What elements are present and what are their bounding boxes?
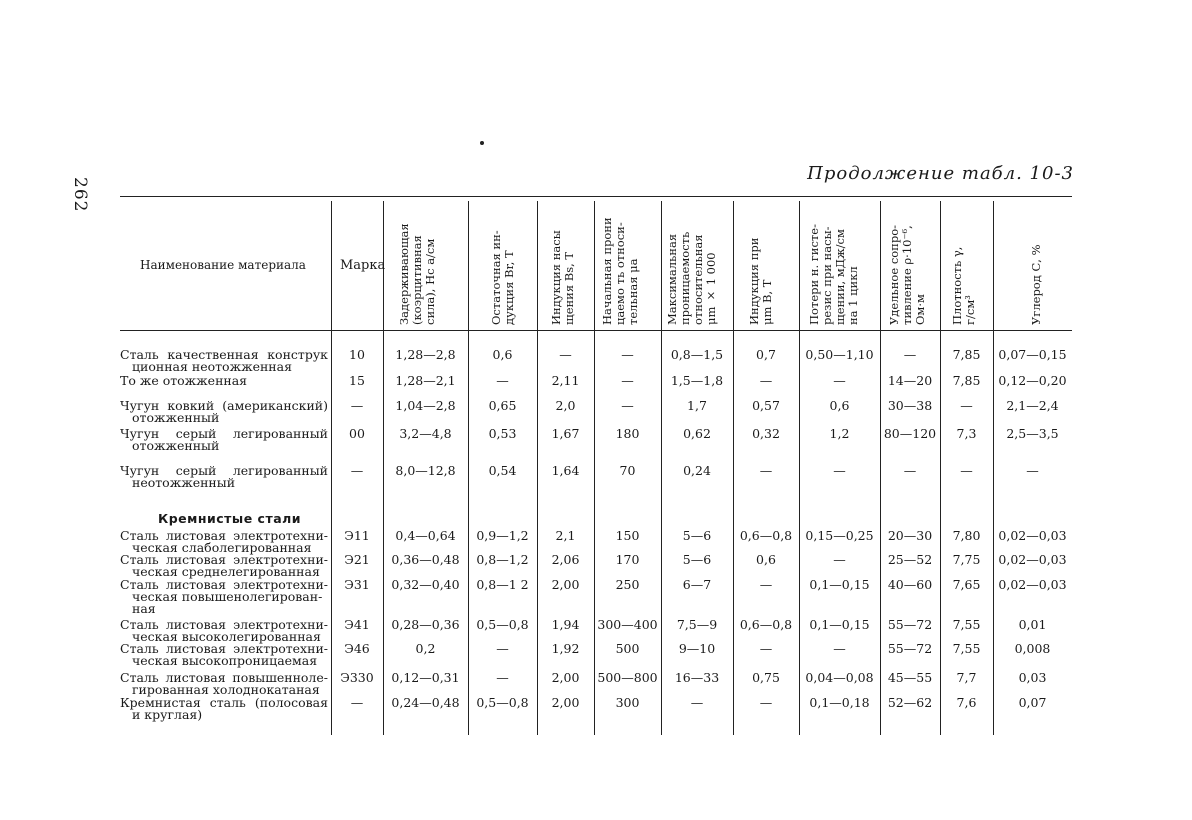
table-cell-bm: 0,32 bbox=[752, 426, 780, 441]
page-number: 262 bbox=[70, 177, 90, 213]
material-name bbox=[120, 400, 328, 424]
table-cell-br: 0,6 bbox=[492, 347, 513, 362]
material-name-line: Сталь листовая электротехни- bbox=[120, 528, 328, 543]
material-name-line: ческая высоколегированная bbox=[132, 629, 321, 644]
table-cell-mum: 5—6 bbox=[682, 552, 712, 567]
table-cell-mum: 1,5—1,8 bbox=[670, 373, 724, 388]
table-cell-mum: 6—7 bbox=[682, 577, 712, 592]
table-cell-carb: 0,12—0,20 bbox=[998, 373, 1067, 388]
material-name bbox=[120, 349, 328, 373]
table-cell-bs: 2,0 bbox=[555, 398, 576, 413]
table-header-rule bbox=[120, 330, 1072, 331]
material-name-line: Сталь листовая электротехни- bbox=[120, 577, 328, 592]
header-induction-at-mum: Индукция при μm B, Т bbox=[747, 237, 774, 325]
table-cell-bm: 0,75 bbox=[752, 670, 780, 685]
table-cell-mua: 500—800 bbox=[597, 670, 658, 685]
table-cell-mua: 500 bbox=[615, 641, 640, 656]
table-cell-dens: — bbox=[960, 398, 973, 413]
material-name-line: Чугун серый легированный bbox=[120, 426, 328, 441]
material-name-line: Сталь листовая электротехни- bbox=[120, 552, 328, 567]
table-cell-carb: 0,03 bbox=[1018, 670, 1047, 685]
material-name-line: отожженный bbox=[132, 410, 220, 425]
material-name-line: отожженный bbox=[132, 438, 220, 453]
table-cell-bs: 2,00 bbox=[551, 577, 580, 592]
table-cell-mum: 9—10 bbox=[678, 641, 716, 656]
table-cell-dens: 7,85 bbox=[952, 373, 981, 388]
table-cell-br: 0,5—0,8 bbox=[476, 695, 529, 710]
table-cell-mum: 5—6 bbox=[682, 528, 712, 543]
material-name-line: ционная неотожженная bbox=[132, 359, 292, 374]
table-cell-mark: 15 bbox=[349, 373, 365, 388]
table-cell-br: — bbox=[496, 670, 509, 685]
table-cell-bs: 2,06 bbox=[551, 552, 580, 567]
table-cell-bs: — bbox=[559, 347, 572, 362]
table-cell-hc: 1,28—2,1 bbox=[395, 373, 456, 388]
header-resistivity: Удельное сопро- тивление ρ·10⁻⁶, Ом·м bbox=[887, 224, 927, 325]
table-cell-carb: 0,02—0,03 bbox=[998, 577, 1067, 592]
table-cell-mua: 70 bbox=[619, 463, 636, 478]
material-name-line: и круглая) bbox=[132, 707, 203, 722]
table-cell-mua: — bbox=[621, 347, 634, 362]
material-name bbox=[120, 697, 328, 721]
table-cell-mua: — bbox=[621, 373, 634, 388]
table-cell-mua: 300 bbox=[615, 695, 640, 710]
table-cell-loss: 1,2 bbox=[829, 426, 850, 441]
table-cell-bs: 1,92 bbox=[551, 641, 580, 656]
table-cell-rho: 55—72 bbox=[887, 617, 933, 632]
table-cell-rho: 40—60 bbox=[887, 577, 933, 592]
table-cell-loss: — bbox=[833, 373, 846, 388]
table-cell-mark: Э21 bbox=[344, 552, 370, 567]
table-cell-bs: 1,94 bbox=[551, 617, 580, 632]
table-cell-bs: 1,64 bbox=[551, 463, 580, 478]
table-cell-rho: — bbox=[903, 463, 917, 478]
table-cell-carb: 0,02—0,03 bbox=[998, 528, 1067, 543]
table-cell-dens: 7,3 bbox=[956, 426, 977, 441]
table-cell-bm: — bbox=[759, 641, 773, 656]
material-name bbox=[120, 428, 328, 452]
table-cell-carb: 2,5—3,5 bbox=[1006, 426, 1059, 441]
table-cell-br: — bbox=[496, 641, 509, 656]
table-cell-dens: 7,65 bbox=[952, 577, 981, 592]
material-name-line: ческая слаболегированная bbox=[132, 540, 312, 555]
table-cell-mua: 170 bbox=[615, 552, 640, 567]
table-cell-dens: 7,55 bbox=[952, 641, 981, 656]
table-cell-bm: 0,6 bbox=[756, 552, 776, 567]
table-cell-carb: 0,02—0,03 bbox=[998, 552, 1067, 567]
table-cell-carb: 0,008 bbox=[1014, 641, 1051, 656]
table-cell-br: 0,54 bbox=[488, 463, 517, 478]
table-cell-rho: 14—20 bbox=[887, 373, 933, 388]
table-cell-loss: 0,1—0,18 bbox=[809, 695, 870, 710]
material-name-line: Сталь листовая электротехни- bbox=[120, 641, 328, 656]
table-cell-mark: — bbox=[350, 695, 364, 710]
table-cell-mua: 150 bbox=[615, 528, 640, 543]
table-cell-dens: 7,80 bbox=[952, 528, 981, 543]
table-cell-rho: 55—72 bbox=[887, 641, 933, 656]
table-cell-bm: 0,7 bbox=[756, 347, 776, 362]
table-cell-hc: 0,4—0,64 bbox=[395, 528, 456, 543]
material-name bbox=[120, 672, 328, 696]
table-cell-mum: 1,7 bbox=[687, 398, 707, 413]
table-cell-mum: 0,62 bbox=[683, 426, 711, 441]
table-cell-mark: Э46 bbox=[344, 641, 370, 656]
table-cell-bm: — bbox=[759, 577, 773, 592]
table-cell-loss: — bbox=[833, 552, 846, 567]
header-hysteresis-loss: Потери н. гисте- резис при насы- щении, мДж/см на 1 цикл bbox=[807, 224, 860, 325]
header-initial-permeability: Начальная прони цаемо ть относи- тельная μa bbox=[600, 217, 640, 325]
table-cell-bs: 1,67 bbox=[551, 426, 580, 441]
table-cell-mark: — bbox=[350, 463, 364, 478]
table-cell-dens: 7,75 bbox=[952, 552, 981, 567]
material-name-line: Чугун ковкий (американский) bbox=[120, 398, 328, 413]
material-name-line: Сталь листовая повышенноле- bbox=[120, 670, 328, 685]
table-cell-loss: 0,15—0,25 bbox=[805, 528, 874, 543]
stray-dot bbox=[480, 141, 484, 145]
table-cell-hc: 8,0—12,8 bbox=[395, 463, 456, 478]
material-name bbox=[120, 619, 328, 643]
header-density: Плотность γ, г/см³ bbox=[950, 246, 977, 325]
table-cell-br: 0,65 bbox=[488, 398, 517, 413]
table-cell-mua: 250 bbox=[615, 577, 640, 592]
table-cell-dens: 7,7 bbox=[956, 670, 977, 685]
table-cell-bm: — bbox=[759, 695, 773, 710]
material-name-line: ческая среднелегированная bbox=[132, 564, 320, 579]
table-cell-carb: 0,07 bbox=[1018, 695, 1047, 710]
table-cell-bm: 0,57 bbox=[752, 398, 780, 413]
header-saturation-induction: Индукция насы щения Bs, Т bbox=[549, 230, 576, 325]
header-coercive-force: Задерживающая (коэрцитивная сила), Hc а/см bbox=[397, 223, 437, 325]
table-cell-loss: 0,04—0,08 bbox=[805, 670, 874, 685]
table-cell-bm: 0,6—0,8 bbox=[739, 528, 793, 543]
table-cell-hc: 0,24—0,48 bbox=[391, 695, 460, 710]
table-cell-mum: 7,5—9 bbox=[676, 617, 718, 632]
section-title: Кремнистые стали bbox=[158, 511, 302, 526]
table-cell-hc: 1,28—2,8 bbox=[395, 347, 456, 362]
table-cell-bs: 2,1 bbox=[555, 528, 576, 543]
material-name-line: гированная холоднокатаная bbox=[132, 682, 320, 697]
table-cell-hc: 1,04—2,8 bbox=[395, 398, 456, 413]
header-material-name: Наименование материала bbox=[140, 258, 306, 272]
table-cell-mark: — bbox=[350, 398, 364, 413]
table-cell-rho: 45—55 bbox=[887, 670, 933, 685]
material-name-line: То же отожженная bbox=[120, 373, 248, 388]
table-cell-hc: 0,2 bbox=[415, 641, 436, 656]
table-cell-mum: 0,8—1,5 bbox=[670, 347, 724, 362]
header-remanent-induction: Остаточная ин- дукция Br, Т bbox=[489, 230, 516, 325]
header-carbon: Углерод С, % bbox=[1029, 244, 1043, 325]
table-cell-mua: — bbox=[621, 398, 634, 413]
table-top-rule bbox=[120, 196, 1072, 197]
table-cell-br: 0,8—1 2 bbox=[476, 577, 529, 592]
table-cell-rho: 25—52 bbox=[887, 552, 933, 567]
material-name bbox=[120, 375, 328, 387]
table-cell-hc: 0,28—0,36 bbox=[391, 617, 460, 632]
table-cell-mark: Э330 bbox=[340, 670, 374, 685]
table-cell-mum: 0,24 bbox=[683, 463, 711, 478]
table-cell-loss: 0,6 bbox=[829, 398, 850, 413]
table-cell-carb: — bbox=[1026, 463, 1039, 478]
table-cell-hc: 0,36—0,48 bbox=[391, 552, 460, 567]
table-cell-carb: 0,01 bbox=[1018, 617, 1047, 632]
table-cell-hc: 3,2—4,8 bbox=[399, 426, 452, 441]
table-cell-bm: — bbox=[759, 373, 773, 388]
table-cell-br: 0,53 bbox=[488, 426, 517, 441]
table-cell-bm: 0,6—0,8 bbox=[739, 617, 793, 632]
table-cell-loss: — bbox=[833, 641, 846, 656]
table-cell-rho: 20—30 bbox=[887, 528, 933, 543]
table-cell-mum: 16—33 bbox=[674, 670, 720, 685]
table-cell-mark: 00 bbox=[349, 426, 365, 441]
header-mark: Марка bbox=[340, 258, 386, 273]
table-cell-rho: 80—120 bbox=[883, 426, 937, 441]
table-cell-loss: 0,50—1,10 bbox=[805, 347, 874, 362]
table-cell-br: 0,9—1,2 bbox=[476, 528, 529, 543]
material-name bbox=[120, 554, 328, 578]
material-name bbox=[120, 579, 328, 615]
table-cell-rho: 30—38 bbox=[887, 398, 933, 413]
table-cell-dens: 7,55 bbox=[952, 617, 981, 632]
material-name-line: неотожженный bbox=[132, 475, 236, 490]
table-cell-carb: 0,07—0,15 bbox=[998, 347, 1067, 362]
table-cell-hc: 0,32—0,40 bbox=[391, 577, 460, 592]
table-cell-rho: 52—62 bbox=[887, 695, 933, 710]
table-cell-rho: — bbox=[903, 347, 917, 362]
material-name-line: Чугун серый легированный bbox=[120, 463, 328, 478]
material-name-line: ческая повышенолегирован- bbox=[132, 589, 323, 604]
table-cell-bs: 2,00 bbox=[551, 695, 580, 710]
table-cell-bs: 2,11 bbox=[551, 373, 580, 388]
material-name-line: Сталь качественная конструк bbox=[120, 347, 328, 362]
table-cell-br: 0,8—1,2 bbox=[476, 552, 529, 567]
table-cell-dens: 7,6 bbox=[956, 695, 977, 710]
table-cell-mark: Э11 bbox=[344, 528, 370, 543]
table-cell-bs: 2,00 bbox=[551, 670, 580, 685]
material-name-line: ческая высокопроницаемая bbox=[132, 653, 318, 668]
table-cell-loss: 0,1—0,15 bbox=[809, 617, 870, 632]
table-caption: Продолжение табл. 10-3 bbox=[807, 163, 1074, 184]
table-cell-mark: Э31 bbox=[344, 577, 370, 592]
header-max-permeability: Максимальная проницаемость относительная μm × 1 000 bbox=[665, 231, 718, 325]
table-cell-mark: 10 bbox=[349, 347, 365, 362]
table-cell-mum: — bbox=[690, 695, 704, 710]
material-name-line: Сталь листовая электротехни- bbox=[120, 617, 328, 632]
table-cell-dens: — bbox=[960, 463, 973, 478]
table-cell-loss: — bbox=[833, 463, 846, 478]
table-cell-br: 0,5—0,8 bbox=[476, 617, 529, 632]
material-name-line: ная bbox=[132, 601, 156, 616]
material-name-line: Кремнистая сталь (полосовая bbox=[120, 695, 328, 710]
material-name bbox=[120, 465, 328, 489]
table-cell-mua: 180 bbox=[615, 426, 640, 441]
table-cell-carb: 2,1—2,4 bbox=[1006, 398, 1059, 413]
table-cell-br: — bbox=[496, 373, 509, 388]
table-cell-mark: Э41 bbox=[344, 617, 370, 632]
table-cell-bm: — bbox=[759, 463, 773, 478]
table-cell-mua: 300—400 bbox=[597, 617, 658, 632]
table-cell-loss: 0,1—0,15 bbox=[809, 577, 870, 592]
table-cell-dens: 7,85 bbox=[952, 347, 981, 362]
table-cell-hc: 0,12—0,31 bbox=[391, 670, 460, 685]
material-name bbox=[120, 643, 328, 667]
material-name bbox=[120, 530, 328, 554]
